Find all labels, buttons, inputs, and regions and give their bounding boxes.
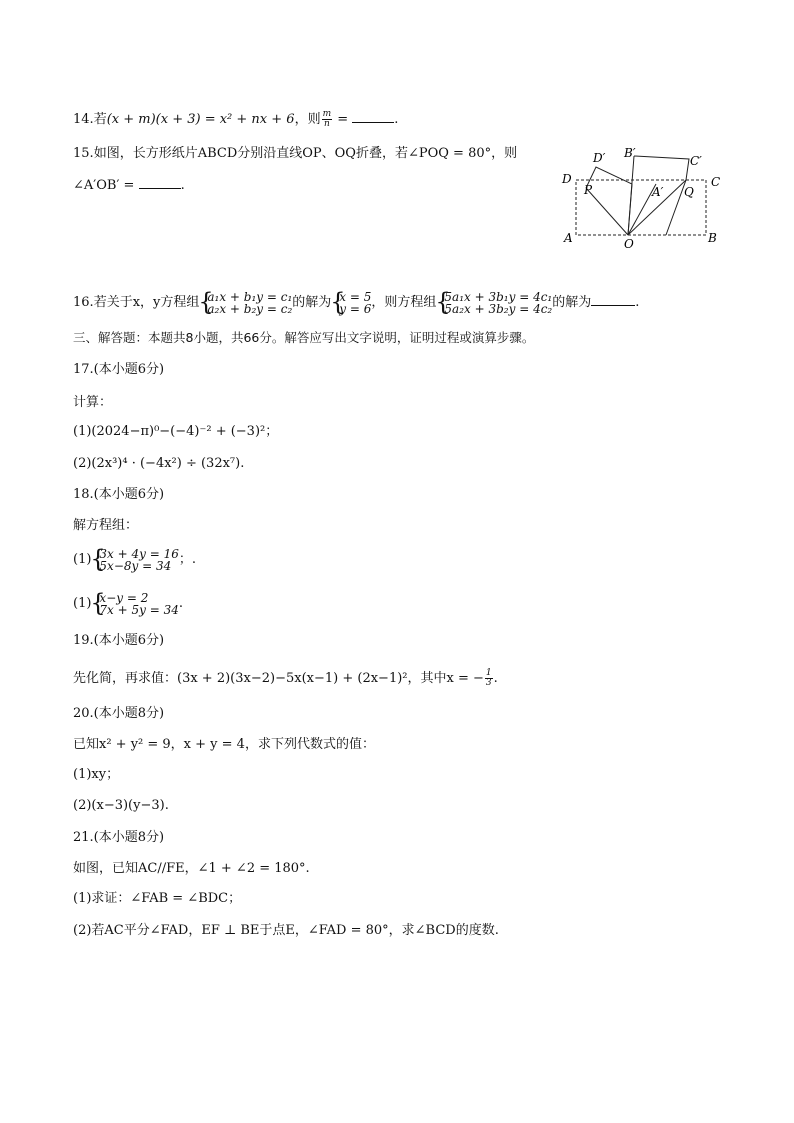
q21-intro: 如图，已知AC//FE，∠1 + ∠2 = 180°. <box>73 861 310 876</box>
q16-system-2 <box>436 291 552 315</box>
q16-sys2-row2: 5a₂x + 3b₂y = 4c₂ <box>444 301 553 316</box>
q15-end: . <box>180 178 185 193</box>
label-o: O <box>624 237 634 251</box>
q18-p1-label: (1) <box>73 552 92 567</box>
q14-expression: (x + m)(x + 3) = x² + nx + 6 <box>106 112 295 127</box>
q16-prefix: 若关于x，y方程组 <box>93 295 200 310</box>
label-c: C <box>711 175 721 189</box>
q19-frac-den: 3 <box>485 678 492 688</box>
q19-title: 19.(本小题6分) <box>73 633 165 648</box>
label-p: P <box>584 183 593 197</box>
q19-frac-num: 1 <box>485 668 492 678</box>
q16-end: . <box>635 295 640 310</box>
q15-expression: ∠A′OB′ = <box>73 178 139 193</box>
q18-p1-row1: { 3x + 4y = 16 <box>99 546 179 561</box>
q18-part2 <box>73 589 183 619</box>
q20-intro: 已知x² + y² = 9，x + y = 4，求下列代数式的值： <box>73 737 375 752</box>
q20-title: 20.(本小题8分) <box>73 706 165 721</box>
q14-equals: = <box>333 112 353 127</box>
question-15-line2 <box>73 176 185 195</box>
q18-part1 <box>73 545 196 575</box>
question-16 <box>73 289 639 317</box>
q16-sol-row1: { x = 5 <box>339 289 372 304</box>
q14-answer-blank[interactable] <box>352 110 394 123</box>
q15-number: 15. <box>73 146 94 161</box>
q14-mid: ，则 <box>294 112 321 127</box>
q15-text: 如图，长方形纸片ABCD分别沿直线OP、OQ折叠，若∠POQ = 80°，则 <box>93 146 518 161</box>
fold-left <box>586 167 632 235</box>
q16-mid2: ，则方程组 <box>371 295 437 310</box>
q21-part1: (1)求证：∠FAB = ∠BDC； <box>73 891 242 906</box>
q18-intro: 解方程组： <box>73 518 139 533</box>
q18-title: 18.(本小题6分) <box>73 487 165 502</box>
q20-part1: (1)xy； <box>73 767 120 782</box>
q16-solution <box>331 291 371 315</box>
label-a-prime: A′ <box>652 185 664 199</box>
label-b-prime: B′ <box>624 146 636 160</box>
q14-prefix: 若 <box>93 112 107 127</box>
q19-end: . <box>493 671 498 686</box>
q16-mid1: 的解为 <box>292 295 332 310</box>
q18-p2-row1: { x−y = 2 <box>99 590 149 605</box>
q18-p1-system <box>91 548 178 572</box>
label-d: D <box>562 172 572 186</box>
q16-sys1-row2: a₂x + b₂y = c₂ <box>207 301 293 316</box>
q14-fraction <box>322 110 333 129</box>
q18-p2-end: . <box>178 596 184 611</box>
q16-number: 16. <box>73 295 94 310</box>
q17-intro: 计算： <box>73 395 113 410</box>
q18-p1-row2: 5x−8y = 34 <box>99 558 172 573</box>
q19-fraction <box>485 669 493 688</box>
label-a: A <box>564 231 573 245</box>
q16-system-1 <box>199 291 292 315</box>
q19-expression: 先化简，再求值：(3x + 2)(3x−2)−5x(x−1) + (2x−1)²，其中x = − <box>73 671 484 686</box>
q18-p2-system <box>91 592 178 616</box>
q21-title: 21.(本小题8分) <box>73 830 165 845</box>
q14-frac-num: m <box>322 109 332 119</box>
section-3-heading: 三、解答题：本题共8小题，共66分。解答应写出文字说明，证明过程或演算步骤。 <box>73 330 535 345</box>
q15-folding-figure <box>556 142 726 254</box>
q14-number: 14. <box>73 112 94 127</box>
q16-sys2-row1: { 5a₁x + 3b₁y = 4c₁ <box>444 289 553 304</box>
label-q: Q <box>684 185 694 199</box>
q20-part2: (2)(x−3)(y−3). <box>73 798 169 813</box>
q18-p1-end: ；. <box>178 552 197 567</box>
q15-answer-blank[interactable] <box>139 176 181 189</box>
q14-frac-den: n <box>323 119 330 129</box>
label-d-prime: D′ <box>593 151 606 165</box>
q17-title: 17.(本小题6分) <box>73 362 165 377</box>
label-c-prime: C′ <box>690 154 702 168</box>
q19-text <box>73 668 498 690</box>
q16-sol-row2: y = 6 <box>339 301 372 316</box>
q21-part2: (2)若AC平分∠FAD，EF ⊥ BE于点E，∠FAD = 80°，求∠BCD的度数. <box>73 923 499 938</box>
line-ob-prime <box>628 156 634 235</box>
q16-answer-blank[interactable] <box>591 293 635 306</box>
label-b: B <box>708 231 717 245</box>
q16-mid3: 的解为 <box>552 295 592 310</box>
q17-part1: (1)(2024−π)⁰−(−4)⁻² + (−3)²； <box>73 424 279 439</box>
q17-part2: (2)(2x³)⁴ · (−4x²) ÷ (32x⁷). <box>73 456 245 471</box>
q18-p2-label: (1) <box>73 596 92 611</box>
question-15-line1 <box>73 145 517 163</box>
q16-sys1-row1: { a₁x + b₁y = c₁ <box>207 289 293 304</box>
question-14 <box>73 110 398 129</box>
q18-p2-row2: 7x + 5y = 34 <box>99 602 179 617</box>
line-op <box>586 188 628 235</box>
q14-end: . <box>394 112 399 127</box>
